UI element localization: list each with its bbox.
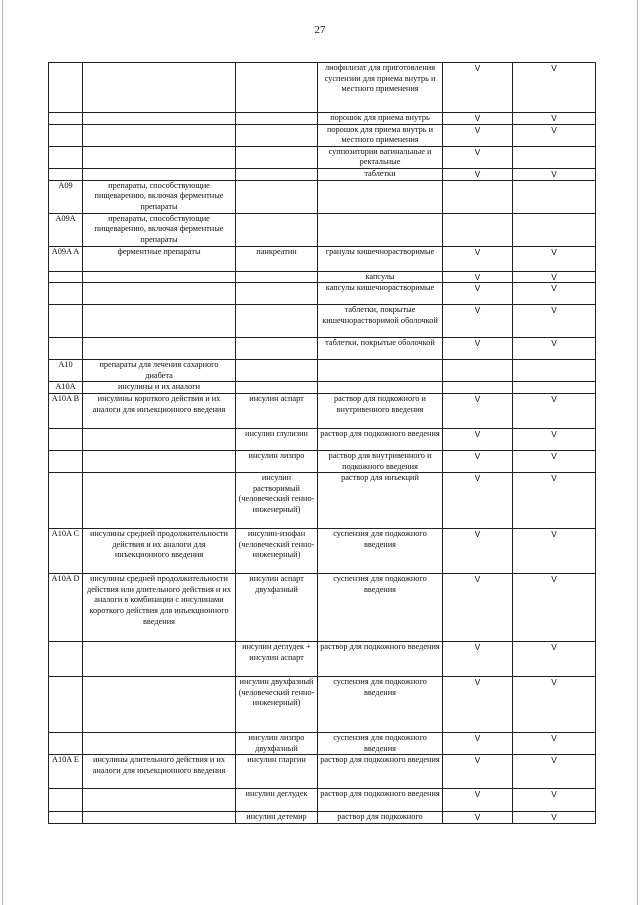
table-row xyxy=(49,168,596,180)
mark-cell: V xyxy=(513,642,596,677)
mark-cell: V xyxy=(443,473,513,529)
dosage-form-cell: раствор для подкожного введения xyxy=(318,789,443,812)
drug-name-cell xyxy=(236,168,318,180)
mark-cell: V xyxy=(443,146,513,168)
drug-name-cell: инсулин гларгин xyxy=(236,755,318,789)
atc-code-cell: A10A B xyxy=(49,393,83,428)
table-row xyxy=(49,213,596,246)
dosage-form-cell xyxy=(318,360,443,382)
mark-cell: V xyxy=(443,113,513,125)
mark-cell: V xyxy=(443,677,513,733)
drug-name-cell xyxy=(236,283,318,305)
anatomical-group-cell xyxy=(83,812,236,824)
dosage-form-cell: суспензия для подкожного введения xyxy=(318,677,443,733)
mark-cell: V xyxy=(513,574,596,642)
drug-name-cell: инсулин детемир xyxy=(236,812,318,824)
dosage-form-cell xyxy=(318,213,443,246)
anatomical-group-cell xyxy=(83,63,236,113)
mark-cell: V xyxy=(513,338,596,360)
atc-code-cell xyxy=(49,63,83,113)
dosage-form-cell: капсулы xyxy=(318,271,443,283)
atc-code-cell xyxy=(49,283,83,305)
table-row xyxy=(49,677,596,733)
anatomical-group-cell: инсулины средней продолжительности действия и их аналоги для инъекционного введения xyxy=(83,529,236,574)
atc-code-cell xyxy=(49,812,83,824)
drug-name-cell xyxy=(236,113,318,125)
dosage-form-cell: таблетки, покрытые оболочкой xyxy=(318,338,443,360)
dosage-form-cell: раствор для инъекций xyxy=(318,473,443,529)
atc-code-cell xyxy=(49,428,83,450)
drug-name-cell: инсулин деглудек + инсулин аспарт xyxy=(236,642,318,677)
table-row xyxy=(49,305,596,338)
anatomical-group-cell xyxy=(83,124,236,146)
drug-name-cell: инсулин аспарт двухфазный xyxy=(236,574,318,642)
atc-code-cell xyxy=(49,305,83,338)
dosage-form-cell: лиофилизат для приготовления суспензии для приема внутрь и местного применения xyxy=(318,63,443,113)
dosage-form-cell: порошок для приема внутрь xyxy=(318,113,443,125)
mark-cell xyxy=(443,360,513,382)
atc-code-cell: A10A D xyxy=(49,574,83,642)
drug-name-cell xyxy=(236,180,318,213)
anatomical-group-cell xyxy=(83,677,236,733)
table-row xyxy=(49,789,596,812)
scan-right-edge xyxy=(637,0,638,905)
mark-cell: V xyxy=(443,812,513,824)
table-row xyxy=(49,393,596,428)
dosage-form-cell: таблетки xyxy=(318,168,443,180)
atc-code-cell: A09A xyxy=(49,213,83,246)
drug-name-cell xyxy=(236,63,318,113)
anatomical-group-cell xyxy=(83,789,236,812)
atc-code-cell: A09 xyxy=(49,180,83,213)
anatomical-group-cell: ферментные препараты xyxy=(83,246,236,271)
scan-left-edge xyxy=(2,0,3,905)
table-row xyxy=(49,450,596,472)
dosage-form-cell: капсулы кишечнорастворимые xyxy=(318,283,443,305)
anatomical-group-cell: препараты, способствующие пищеварению, включая ферментные препараты xyxy=(83,180,236,213)
atc-code-cell: A10 xyxy=(49,360,83,382)
drug-name-cell xyxy=(236,146,318,168)
mark-cell: V xyxy=(443,642,513,677)
table-row xyxy=(49,63,596,113)
anatomical-group-cell xyxy=(83,642,236,677)
mark-cell: V xyxy=(443,338,513,360)
mark-cell: V xyxy=(513,733,596,755)
mark-cell: V xyxy=(443,428,513,450)
drug-name-cell: инсулин деглудек xyxy=(236,789,318,812)
mark-cell xyxy=(443,382,513,394)
table-row xyxy=(49,124,596,146)
dosage-form-cell xyxy=(318,180,443,213)
atc-code-cell xyxy=(49,124,83,146)
atc-code-cell xyxy=(49,450,83,472)
mark-cell: V xyxy=(443,63,513,113)
anatomical-group-cell: инсулины и их аналоги xyxy=(83,382,236,394)
drug-name-cell: панкреатин xyxy=(236,246,318,271)
anatomical-group-cell xyxy=(83,305,236,338)
mark-cell: V xyxy=(443,305,513,338)
mark-cell: V xyxy=(513,812,596,824)
atc-code-cell xyxy=(49,338,83,360)
table-row xyxy=(49,755,596,789)
drug-name-cell: инсулин лизпро двухфазный xyxy=(236,733,318,755)
drug-name-cell xyxy=(236,338,318,360)
mark-cell: V xyxy=(443,529,513,574)
mark-cell xyxy=(513,382,596,394)
table-row xyxy=(49,146,596,168)
dosage-form-cell: суспензия для подкожного введения xyxy=(318,733,443,755)
mark-cell: V xyxy=(513,789,596,812)
drug-name-cell: инсулин-изофан (человеческий генно-инженерный) xyxy=(236,529,318,574)
mark-cell: V xyxy=(443,733,513,755)
anatomical-group-cell xyxy=(83,146,236,168)
mark-cell: V xyxy=(443,755,513,789)
atc-code-cell xyxy=(49,146,83,168)
dosage-form-cell: таблетки, покрытые кишечнорастворимой оболочкой xyxy=(318,305,443,338)
mark-cell xyxy=(513,213,596,246)
table-row xyxy=(49,529,596,574)
drug-name-cell xyxy=(236,382,318,394)
table-row xyxy=(49,246,596,271)
mark-cell: V xyxy=(513,63,596,113)
dosage-form-cell: суппозитории вагинальные и ректальные xyxy=(318,146,443,168)
anatomical-group-cell xyxy=(83,271,236,283)
anatomical-group-cell xyxy=(83,283,236,305)
drug-name-cell xyxy=(236,213,318,246)
mark-cell: V xyxy=(513,529,596,574)
mark-cell: V xyxy=(443,124,513,146)
drug-name-cell xyxy=(236,360,318,382)
table-row xyxy=(49,574,596,642)
mark-cell: V xyxy=(443,283,513,305)
dosage-form-cell xyxy=(318,382,443,394)
dosage-form-cell: раствор для подкожного и внутривенного введения xyxy=(318,393,443,428)
table-row xyxy=(49,733,596,755)
table-row xyxy=(49,812,596,824)
dosage-form-cell: раствор для подкожного введения xyxy=(318,642,443,677)
drug-name-cell: инсулин глулизин xyxy=(236,428,318,450)
mark-cell xyxy=(513,180,596,213)
table-row xyxy=(49,271,596,283)
mark-cell: V xyxy=(513,113,596,125)
mark-cell: V xyxy=(513,473,596,529)
atc-code-cell xyxy=(49,642,83,677)
mark-cell: V xyxy=(513,755,596,789)
mark-cell: V xyxy=(443,168,513,180)
drug-name-cell xyxy=(236,124,318,146)
drug-name-cell: инсулин аспарт xyxy=(236,393,318,428)
mark-cell xyxy=(443,213,513,246)
mark-cell: V xyxy=(443,393,513,428)
table-row xyxy=(49,338,596,360)
dosage-form-cell: гранулы кишечнорастворимые xyxy=(318,246,443,271)
atc-code-cell xyxy=(49,113,83,125)
dosage-form-cell: суспензия для подкожного введения xyxy=(318,574,443,642)
mark-cell xyxy=(513,360,596,382)
atc-code-cell xyxy=(49,677,83,733)
mark-cell: V xyxy=(443,271,513,283)
anatomical-group-cell xyxy=(83,428,236,450)
anatomical-group-cell: инсулины короткого действия и их аналоги для инъекционного введения xyxy=(83,393,236,428)
atc-code-cell xyxy=(49,168,83,180)
dosage-form-cell: раствор для подкожного xyxy=(318,812,443,824)
dosage-form-cell: раствор для подкожного введения xyxy=(318,428,443,450)
atc-code-cell xyxy=(49,271,83,283)
atc-code-cell: A10A C xyxy=(49,529,83,574)
dosage-form-cell: раствор для внутривенного и подкожного введения xyxy=(318,450,443,472)
mark-cell: V xyxy=(513,168,596,180)
atc-code-cell xyxy=(49,789,83,812)
anatomical-group-cell: препараты для лечения сахарного диабета xyxy=(83,360,236,382)
anatomical-group-cell: инсулины средней продолжительности действия или длительного действия и их аналоги в комбинации с инсулинами короткого действия для инъекционного введения xyxy=(83,574,236,642)
mark-cell: V xyxy=(513,677,596,733)
drug-name-cell: инсулин лизпро xyxy=(236,450,318,472)
dosage-form-cell: порошок для приема внутрь и местного применения xyxy=(318,124,443,146)
table-row xyxy=(49,180,596,213)
mark-cell: V xyxy=(513,450,596,472)
atc-code-cell: A10A xyxy=(49,382,83,394)
mark-cell: V xyxy=(443,789,513,812)
anatomical-group-cell xyxy=(83,473,236,529)
drug-name-cell xyxy=(236,271,318,283)
atc-code-cell: A10A E xyxy=(49,755,83,789)
table-row xyxy=(49,428,596,450)
mark-cell: V xyxy=(513,271,596,283)
mark-cell: V xyxy=(513,246,596,271)
anatomical-group-cell xyxy=(83,113,236,125)
page-number: 27 xyxy=(314,24,326,36)
anatomical-group-cell: инсулины длительного действия и их аналоги для инъекционного введения xyxy=(83,755,236,789)
anatomical-group-cell xyxy=(83,168,236,180)
mark-cell: V xyxy=(513,283,596,305)
anatomical-group-cell: препараты, способствующие пищеварению, включая ферментные препараты xyxy=(83,213,236,246)
table-row xyxy=(49,642,596,677)
table-row xyxy=(49,382,596,394)
mark-cell: V xyxy=(443,450,513,472)
mark-cell xyxy=(443,180,513,213)
drug-list-table xyxy=(48,62,596,824)
mark-cell: V xyxy=(513,428,596,450)
atc-code-cell: A09A A xyxy=(49,246,83,271)
table-row xyxy=(49,283,596,305)
atc-code-cell xyxy=(49,733,83,755)
anatomical-group-cell xyxy=(83,733,236,755)
mark-cell: V xyxy=(513,124,596,146)
mark-cell xyxy=(513,146,596,168)
dosage-form-cell: раствор для подкожного введения xyxy=(318,755,443,789)
mark-cell: V xyxy=(443,574,513,642)
mark-cell: V xyxy=(443,246,513,271)
table-row xyxy=(49,473,596,529)
drug-name-cell: инсулин растворимый (человеческий генно-инженерный) xyxy=(236,473,318,529)
mark-cell: V xyxy=(513,305,596,338)
anatomical-group-cell xyxy=(83,450,236,472)
table-row xyxy=(49,113,596,125)
anatomical-group-cell xyxy=(83,338,236,360)
dosage-form-cell: суспензия для подкожного введения xyxy=(318,529,443,574)
mark-cell: V xyxy=(513,393,596,428)
table-row xyxy=(49,360,596,382)
drug-name-cell: инсулин двухфазный (человеческий генно-инженерный) xyxy=(236,677,318,733)
atc-code-cell xyxy=(49,473,83,529)
drug-name-cell xyxy=(236,305,318,338)
